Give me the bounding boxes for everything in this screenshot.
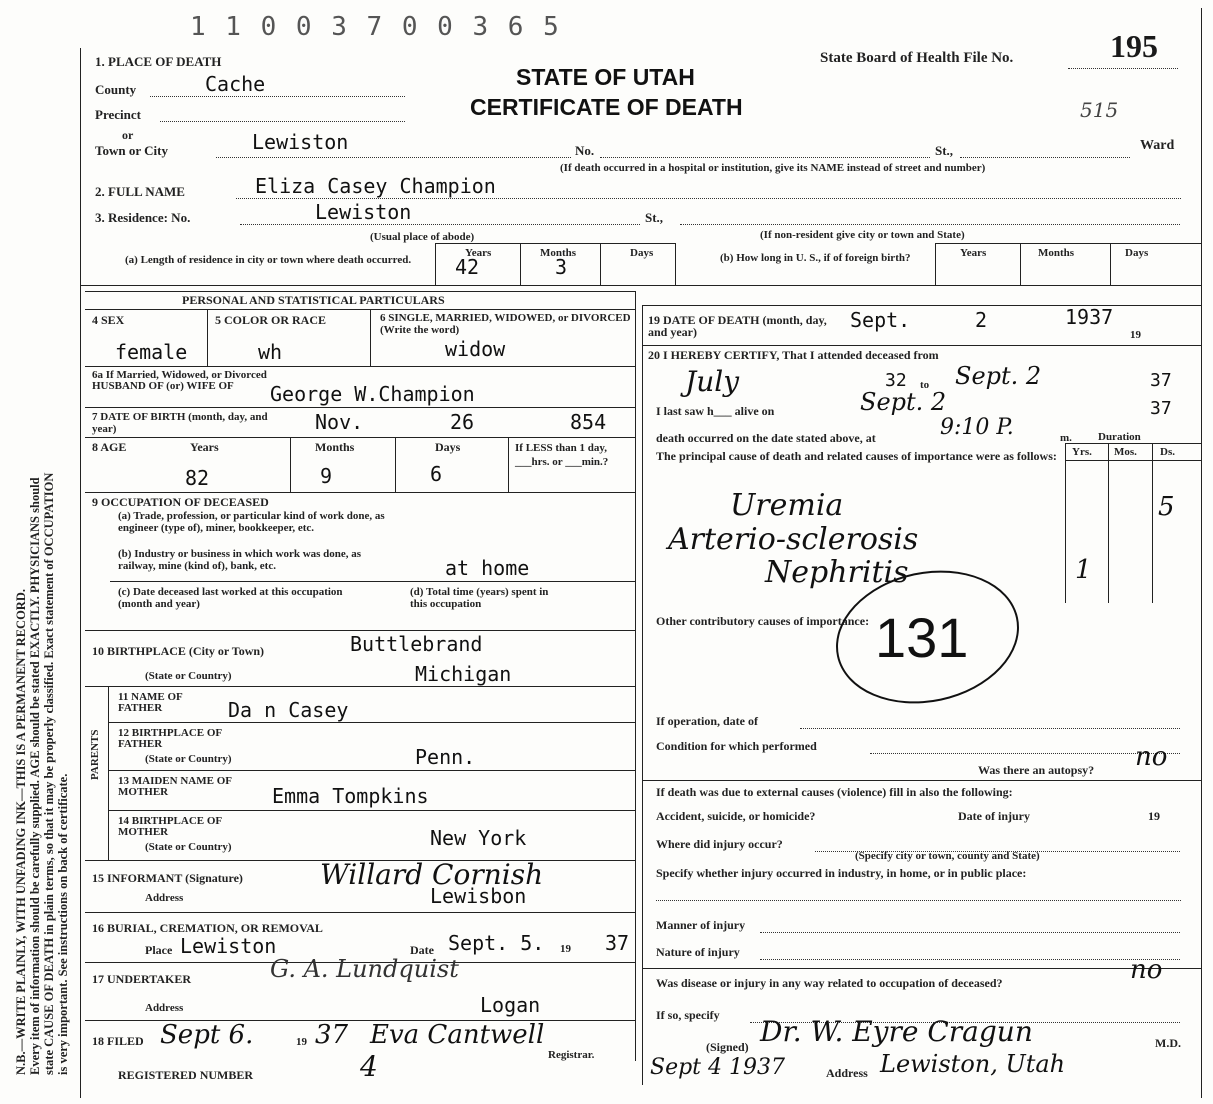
duration-header-bottom: [1065, 460, 1201, 461]
age-months-value: 9: [320, 464, 333, 488]
mother-bp-state-label: (State or Country): [145, 841, 232, 853]
side-line: state CAUSE OF DEATH in plain terms, so that it may be properly classified. Exact statement of OCCUPATION: [42, 472, 56, 1075]
father-bp-label: 12 BIRTHPLACE OF FATHER: [118, 727, 222, 750]
row-birthplace-bottom: [85, 686, 635, 687]
right-border: [1201, 8, 1202, 1098]
autopsy-value: no: [1135, 742, 1168, 772]
sex-value: female: [115, 340, 188, 364]
usual-abode-note: (Usual place of abode): [370, 231, 475, 243]
duration-col-2: [1108, 443, 1109, 603]
ds-label: Ds.: [1160, 446, 1175, 458]
undertaker-signature: G. A. Lundquist: [270, 955, 459, 983]
death-year: 1937: [1065, 305, 1114, 329]
nature-label: Nature of injury: [656, 945, 740, 959]
res-length-top: [435, 243, 675, 244]
m-label: m.: [1060, 432, 1072, 444]
filed-label: 18 FILED: [92, 1034, 144, 1048]
full-name-line: [236, 198, 1181, 199]
row-autopsy-bottom: [642, 780, 1201, 781]
row-mother-bottom: [108, 810, 635, 811]
date-injury-label: Date of injury: [958, 809, 1030, 823]
burial-place: Lewiston: [180, 934, 277, 958]
death-time: 9:10 P.: [940, 415, 1014, 440]
right-panel-top: [642, 305, 1201, 306]
specify-city-note: (Specify city or town, county and State): [855, 850, 1040, 862]
father-value: Da n Casey: [228, 698, 349, 722]
if-so-label: If so, specify: [656, 1008, 720, 1022]
res-years-value: 42: [455, 255, 480, 279]
duration-top: [1065, 443, 1201, 444]
parents-divider: [108, 686, 109, 861]
row-sex-bottom: [85, 366, 635, 367]
duration-col-3: [1152, 443, 1153, 603]
age-years-value: 82: [185, 466, 210, 490]
how-long-label: (b) How long in U. S., if of foreign birth?: [720, 252, 911, 264]
dob-day: 26: [450, 410, 475, 434]
row-husband-bottom: [85, 407, 635, 408]
occupation-value: at home: [445, 556, 530, 580]
mother-label: 13 MAIDEN NAME OF MOTHER: [118, 775, 232, 798]
birthplace-label: 10 BIRTHPLACE (City or Town): [92, 644, 265, 658]
principal-label: The principal cause of death and related causes of importance were as follows:: [656, 449, 1057, 463]
certificate-date: Sept 4 1937: [650, 1055, 785, 1080]
nonresident-note: (If non-resident give city or town and State): [760, 229, 965, 241]
date-death-label: 19 DATE OF DEATH (month, day, and year): [648, 313, 827, 339]
res-months-value: 3: [555, 255, 568, 279]
informant-signature: Willard Cornish: [320, 858, 544, 891]
mos-label: Mos.: [1114, 446, 1137, 458]
undertaker-address: Logan: [480, 993, 541, 1017]
industry-line-1: [656, 900, 1181, 901]
duration-col-1: [1065, 443, 1066, 603]
contributory-label: Other contributory causes of importance:: [656, 614, 870, 628]
residence-line: [240, 224, 640, 225]
ward-label: Ward: [1140, 138, 1175, 153]
attended-from: July: [685, 365, 740, 398]
attended-to: Sept. 2: [955, 362, 1042, 390]
serial-number: 1 1 0 0 3 7 0 0 3 6 5: [190, 12, 561, 42]
burial-label: 16 BURIAL, CREMATION, OR REMOVAL: [92, 921, 323, 935]
county-value: Cache: [205, 72, 266, 96]
physician-address-label: Address: [826, 1066, 868, 1080]
filed-19: 19: [296, 1036, 307, 1048]
age-div-3: [508, 437, 509, 492]
informant-address-label: Address: [145, 892, 184, 904]
cause-1: Uremia: [730, 488, 844, 523]
file-no-line: [1068, 68, 1178, 69]
color-divider: [370, 309, 371, 366]
row-age-bottom: [85, 492, 635, 493]
accident-label: Accident, suicide, or homicide?: [656, 809, 816, 823]
occ-related-label: Was disease or injury in any way related to occupation of deceased?: [656, 976, 1003, 990]
side-line: is very important. See instructions on back of certificate.: [56, 773, 70, 1075]
residence-value: Lewiston: [315, 200, 412, 224]
us-col-1: [935, 243, 936, 285]
res-length-bottom: [80, 285, 1201, 286]
or-label: or: [122, 128, 134, 142]
dob-year: 854: [570, 410, 607, 434]
row-informant-bottom: [85, 912, 635, 913]
color-value: wh: [258, 340, 283, 364]
res-col-4: [675, 243, 676, 285]
cause-1-days: 5: [1158, 492, 1175, 522]
registered-number: 4: [360, 1050, 378, 1083]
sex-label: 4 SEX: [92, 313, 125, 327]
operation-line: [800, 728, 1180, 729]
personal-underline: [85, 309, 635, 310]
place-of-death-label: 1. PLACE OF DEATH: [95, 54, 222, 69]
res-col-3: [600, 243, 601, 285]
burial-date-label: Date: [410, 943, 434, 957]
physician-address: Lewiston, Utah: [880, 1050, 1066, 1078]
cause-3: Nephritis: [765, 555, 909, 590]
res-col-2: [520, 243, 521, 285]
precinct-line: [160, 121, 405, 122]
death-month: Sept.: [850, 308, 911, 332]
last-saw-date: Sept. 2: [860, 388, 947, 416]
condition-line: [870, 753, 1180, 754]
birthplace-city: Buttlebrand: [350, 632, 483, 656]
manner-label: Manner of injury: [656, 918, 746, 932]
town-line: [216, 157, 571, 158]
occupation-d-label: (d) Total time (years) spent in this occupation: [410, 586, 549, 610]
row-occ-bottom: [85, 630, 635, 631]
mother-bp-label: 14 BIRTHPLACE OF MOTHER: [118, 815, 222, 838]
registered-label: REGISTERED NUMBER: [118, 1068, 254, 1082]
left-panel-top: [85, 291, 635, 292]
us-top: [935, 243, 1201, 244]
death-occurred-label: death occurred on the date stated above, at: [656, 431, 876, 445]
burial-19: 19: [560, 943, 571, 955]
last-saw-year: 37: [1150, 398, 1172, 419]
manner-line: [760, 932, 1180, 933]
row-father-bp-bottom: [108, 770, 635, 771]
undertaker-address-label: Address: [145, 1002, 184, 1014]
side-line: Every item of information should be carefully supplied. AGE should be stated EXACTLY. PHYSICIANS should: [28, 477, 42, 1075]
occupation-c-label: (c) Date deceased last worked at this occupation (month and year): [118, 586, 343, 610]
county-label: County: [95, 82, 137, 97]
specify-industry-label: Specify whether injury occurred in industry, in home, or in public place:: [656, 866, 1027, 880]
residence-label: 3. Residence: No.: [95, 210, 191, 225]
physician-signature: Dr. W. Eyre Cragun: [760, 1015, 1033, 1048]
no-line: [600, 157, 930, 158]
death-day: 2: [975, 308, 988, 332]
row-occ-mid: [110, 581, 635, 582]
operation-label: If operation, date of: [656, 714, 758, 728]
father-bp-value: Penn.: [415, 745, 476, 769]
side-instructions: [14, 35, 70, 1075]
undertaker-label: 17 UNDERTAKER: [92, 972, 192, 986]
attended-to-year: 37: [1150, 370, 1172, 391]
husband-label: 6a If Married, Widowed, or Divorced HUSBAND OF (or) WIFE OF: [92, 369, 267, 392]
certify-label: 20 I HEREBY CERTIFY, That I attended deceased from: [648, 348, 939, 362]
death-19: 19: [1130, 329, 1141, 341]
father-bp-state-label: (State or Country): [145, 753, 232, 765]
row-nature-bottom: [642, 968, 1201, 969]
precinct-label: Precinct: [95, 107, 141, 122]
filed-date: Sept 6.: [160, 1020, 254, 1050]
yrs-label: Yrs.: [1072, 446, 1092, 458]
husband-value: George W.Champion: [270, 382, 475, 406]
age-days-value: 6: [430, 462, 443, 486]
birthplace-state: Michigan: [415, 662, 512, 686]
duration-label: Duration: [1098, 431, 1141, 443]
dob-month: Nov.: [315, 410, 364, 434]
res-days-label: Days: [630, 247, 654, 259]
mother-bp-value: New York: [430, 826, 527, 850]
left-panel-right: [635, 291, 636, 1061]
occ-related-value: no: [1130, 955, 1163, 985]
row-father-bottom: [108, 722, 635, 723]
file-number: 195: [1110, 28, 1158, 64]
marital-label: 6 SINGLE, MARRIED, WIDOWED, or DIVORCED (Write the word): [380, 312, 631, 336]
left-border: [80, 48, 81, 1098]
row-death-bottom: [642, 345, 1201, 346]
autopsy-label: Was there an autopsy?: [978, 763, 1095, 777]
hospital-note: (If death occurred in a hospital or institution, give its NAME instead of street and number): [560, 162, 986, 174]
attended-from-year: 32: [885, 370, 907, 391]
injury-19: 19: [1148, 809, 1160, 823]
age-months-label: Months: [315, 440, 355, 454]
state-title: STATE OF UTAH: [516, 64, 695, 90]
residence-st-label: St.,: [645, 210, 664, 225]
no-label: No.: [575, 143, 595, 158]
cause-2: Arterio-sclerosis: [668, 522, 919, 557]
res-years-label: Years: [465, 247, 492, 259]
age-days-label: Days: [435, 440, 461, 454]
residence-st-line: [680, 224, 1180, 225]
personal-heading: PERSONAL AND STATISTICAL PARTICULARS: [182, 293, 445, 307]
registrar-label: Registrar.: [548, 1049, 595, 1061]
cause-code: 131: [875, 606, 969, 669]
cause-3-years: 1: [1075, 555, 1092, 585]
registrar-signature: Eva Cantwell: [370, 1020, 545, 1050]
informant-label: 15 INFORMANT (Signature): [92, 871, 243, 885]
res-months-label: Months: [540, 247, 577, 259]
length-residence-label: (a) Length of residence in city or town where death occurred.: [125, 254, 412, 266]
full-name-value: Eliza Casey Champion: [255, 174, 496, 198]
less-than-label: If LESS than 1 day, ___hrs. or ___min.?: [515, 442, 609, 468]
mother-value: Emma Tompkins: [272, 784, 429, 808]
res-col-1: [435, 243, 436, 285]
nature-line: [760, 959, 1180, 960]
filed-year: 37: [315, 1020, 349, 1050]
occupation-a-label: (a) Trade, profession, or particular kind of work done, as engineer (type of), miner, bookkeeper, etc.: [118, 510, 385, 534]
age-div-2: [395, 437, 396, 492]
us-years-label: Years: [960, 247, 987, 259]
us-col-2: [1020, 243, 1021, 285]
sex-divider: [207, 309, 208, 366]
us-col-3: [1110, 243, 1111, 285]
last-saw-label: I last saw h___ alive on: [656, 404, 775, 418]
informant-address: Lewisbon: [430, 884, 527, 908]
town-label: Town or City: [95, 143, 168, 158]
burial-date: Sept. 5.: [448, 931, 545, 955]
age-years-label: Years: [190, 440, 219, 454]
burial-year: 37: [605, 931, 630, 955]
marital-value: widow: [445, 337, 506, 361]
st-line: [960, 157, 1130, 158]
side-line: N.B.—WRITE PLAINLY, WITH UNFADING INK—THIS IS A PERMANENT RECORD.: [14, 589, 28, 1075]
age-div-1: [290, 437, 291, 492]
occupation-b-label: (b) Industry or business in which work was done, as railway, mine (kind of), bank, etc.: [118, 548, 362, 572]
row-dob-bottom: [85, 437, 635, 438]
signed-label: (Signed): [706, 1040, 749, 1054]
full-name-label: 2. FULL NAME: [95, 184, 185, 199]
where-injury-label: Where did injury occur?: [656, 837, 783, 851]
external-label: If death was due to external causes (violence) fill in also the following:: [656, 785, 1013, 799]
birthplace-state-label: (State or Country): [145, 670, 232, 682]
st-label: St.,: [935, 143, 954, 158]
dob-label: 7 DATE OF BIRTH (month, day, and year): [92, 411, 268, 435]
us-months-label: Months: [1038, 247, 1075, 259]
town-value: Lewiston: [252, 130, 349, 154]
county-line: [150, 96, 405, 97]
registration-number: 515: [1080, 98, 1119, 122]
parents-label: PARENTS: [89, 729, 101, 780]
burial-place-label: Place: [145, 943, 173, 957]
occupation-label: 9 OCCUPATION OF DECEASED: [92, 495, 269, 509]
file-no-label: State Board of Health File No.: [820, 50, 1014, 66]
color-label: 5 COLOR OR RACE: [215, 313, 327, 327]
to-label: to: [920, 379, 930, 391]
father-label: 11 NAME OF FATHER: [118, 691, 183, 714]
age-label: 8 AGE: [92, 440, 127, 454]
us-days-label: Days: [1125, 247, 1149, 259]
condition-label: Condition for which performed: [656, 739, 817, 753]
certificate-title: CERTIFICATE OF DEATH: [470, 94, 743, 120]
md-label: M.D.: [1155, 1036, 1181, 1050]
